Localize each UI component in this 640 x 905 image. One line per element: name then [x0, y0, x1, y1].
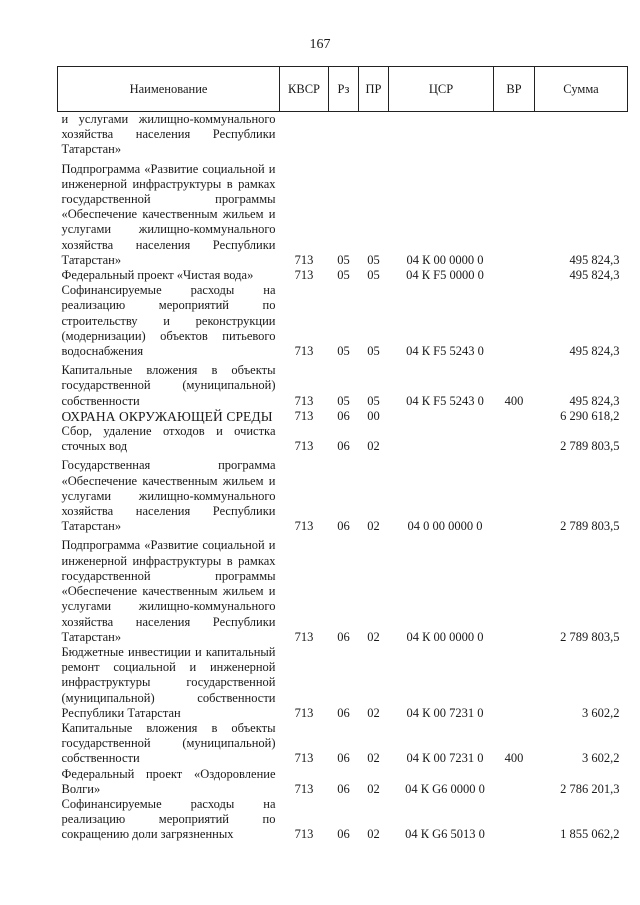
header-csr: ЦСР: [389, 67, 494, 112]
row-kvsr: 713: [294, 252, 314, 267]
row-kvsr: 713: [294, 827, 314, 842]
row-csr: [389, 424, 494, 454]
row-name: Федеральный проект «Оздоровление Волги»: [61, 766, 276, 796]
row-rz: 05: [337, 268, 350, 283]
header-rz: Рз: [329, 67, 359, 112]
row-sum: [535, 112, 628, 158]
row-vr: 400: [504, 393, 524, 408]
row-rz: 05: [337, 344, 350, 359]
row-pr: 02: [367, 781, 380, 796]
row-pr: 05: [367, 268, 380, 283]
header-kvsr: КВСР: [280, 67, 329, 112]
table-row: [58, 721, 628, 767]
row-rz: 06: [337, 519, 350, 534]
row-csr: [389, 409, 494, 424]
row-vr: [494, 158, 535, 268]
budget-table: [57, 66, 628, 843]
row-vr: [494, 424, 535, 454]
row-pr: 02: [367, 705, 380, 720]
row-name: Бюджетные инвестиции и капитальный ремонт социальной и инженерной инфраструктуры государственной (муниципальной) собственности Республики Татарстан: [61, 644, 276, 720]
table-row: [58, 424, 628, 454]
row-rz: 06: [337, 827, 350, 842]
row-pr: 02: [367, 439, 380, 454]
row-pr: 05: [367, 393, 380, 408]
row-rz: 06: [337, 705, 350, 720]
row-name: Софинансируемые расходы на реализацию мероприятий по строительству и реконструкции (модернизации) объектов питьевого водоснабжения: [61, 283, 276, 359]
row-vr: [494, 454, 535, 534]
row-vr: [494, 112, 535, 158]
row-pr: 05: [367, 344, 380, 359]
row-csr: 04 К F5 5243 0: [406, 344, 484, 359]
table-row: [58, 797, 628, 843]
row-pr: [359, 112, 389, 158]
row-rz: 05: [337, 393, 350, 408]
table-row: [58, 767, 628, 797]
row-sum: 3 602,2: [582, 751, 620, 766]
row-sum: 2 789 803,5: [560, 439, 620, 454]
table-row: [58, 283, 628, 359]
row-vr: [494, 409, 535, 424]
row-kvsr: 713: [294, 781, 314, 796]
row-sum: 2 786 201,3: [560, 781, 620, 796]
row-sum: 3 602,2: [582, 705, 620, 720]
row-name: и услугами жилищно-коммунального хозяйства населения Республики Татарстан»: [61, 112, 276, 157]
row-sum: 2 789 803,5: [560, 629, 620, 644]
row-pr: 00: [367, 408, 380, 423]
row-csr: 04 К 00 0000 0: [406, 252, 484, 267]
row-vr: [494, 268, 535, 283]
header-sum: Сумма: [535, 67, 628, 112]
row-pr: 02: [367, 519, 380, 534]
row-pr: 02: [367, 827, 380, 842]
row-pr: 02: [367, 751, 380, 766]
table-row: [58, 158, 628, 268]
row-kvsr: 713: [294, 519, 314, 534]
row-csr: 04 К 00 0000 0: [406, 629, 484, 644]
row-vr: [494, 534, 535, 644]
row-vr: [494, 283, 535, 359]
page-number: 167: [309, 37, 331, 52]
row-name: Федеральный проект «Чистая вода»: [61, 268, 254, 283]
row-name: Подпрограмма «Развитие социальной и инженерной инфраструктуры в рамках государственной программы «Обеспечение качественным жильем и услугами жилищно-коммунального хозяйства населения Республики Татарстан»: [61, 538, 276, 644]
table-row: [58, 645, 628, 721]
row-sum: 495 824,3: [569, 393, 620, 408]
table-row: [58, 409, 628, 424]
row-kvsr: [280, 112, 329, 158]
row-kvsr: 713: [294, 268, 314, 283]
row-kvsr: 713: [294, 751, 314, 766]
row-sum: 6 290 618,2: [560, 408, 620, 423]
row-kvsr: 713: [294, 705, 314, 720]
table-header-row: [58, 67, 628, 112]
row-sum: 495 824,3: [569, 252, 620, 267]
row-name: ОХРАНА ОКРУЖАЮЩЕЙ СРЕДЫ: [61, 408, 273, 424]
row-rz: 06: [337, 751, 350, 766]
row-kvsr: 713: [294, 393, 314, 408]
row-kvsr: 713: [294, 408, 314, 423]
row-rz: 06: [337, 629, 350, 644]
row-rz: 06: [337, 781, 350, 796]
row-csr: 04 К F5 0000 0: [406, 268, 484, 283]
row-csr: 04 К G6 0000 0: [405, 781, 485, 796]
header-name: Наименование: [58, 67, 280, 112]
row-csr: 04 К 00 7231 0: [406, 705, 484, 720]
row-sum: 495 824,3: [569, 268, 620, 283]
row-rz: 05: [337, 252, 350, 267]
row-pr: 05: [367, 252, 380, 267]
row-name: Капитальные вложения в объекты государственной (муниципальной) собственности: [61, 363, 276, 408]
table-row: [58, 359, 628, 409]
row-kvsr: 713: [294, 439, 314, 454]
row-vr: [494, 797, 535, 843]
table-row: [58, 534, 628, 644]
row-sum: 1 855 062,2: [560, 827, 620, 842]
row-vr: [494, 767, 535, 797]
row-kvsr: 713: [294, 344, 314, 359]
row-sum: 495 824,3: [569, 344, 620, 359]
row-rz: 06: [337, 439, 350, 454]
row-name: Государственная программа «Обеспечение качественным жильем и услугами жилищно-коммунального хозяйства населения Республики Татарстан»: [61, 458, 276, 534]
row-vr: [494, 645, 535, 721]
header-pr: ПР: [359, 67, 389, 112]
row-csr: 04 К G6 5013 0: [405, 827, 485, 842]
row-kvsr: 713: [294, 629, 314, 644]
row-name: Подпрограмма «Развитие социальной и инженерной инфраструктуры в рамках государственной программы «Обеспечение качественным жильем и услугами жилищно-коммунального хозяйства населения Республики Татарстан»: [61, 161, 276, 267]
header-vr: ВР: [494, 67, 535, 112]
row-sum: 2 789 803,5: [560, 519, 620, 534]
row-csr: [389, 112, 494, 158]
table-row: [58, 112, 628, 158]
row-vr: 400: [504, 751, 524, 766]
row-name: Сбор, удаление отходов и очистка сточных вод: [61, 424, 276, 454]
row-rz: [329, 112, 359, 158]
row-csr: 04 К F5 5243 0: [406, 393, 484, 408]
row-csr: 04 К 00 7231 0: [406, 751, 484, 766]
row-rz: 06: [337, 408, 350, 423]
row-pr: 02: [367, 629, 380, 644]
row-name: Капитальные вложения в объекты государственной (муниципальной) собственности: [61, 720, 276, 766]
table-row: [58, 268, 628, 283]
row-name: Софинансируемые расходы на реализацию мероприятий по сокращению доли загрязненных: [61, 796, 276, 842]
row-csr: 04 0 00 0000 0: [407, 519, 483, 534]
table-row: [58, 454, 628, 534]
